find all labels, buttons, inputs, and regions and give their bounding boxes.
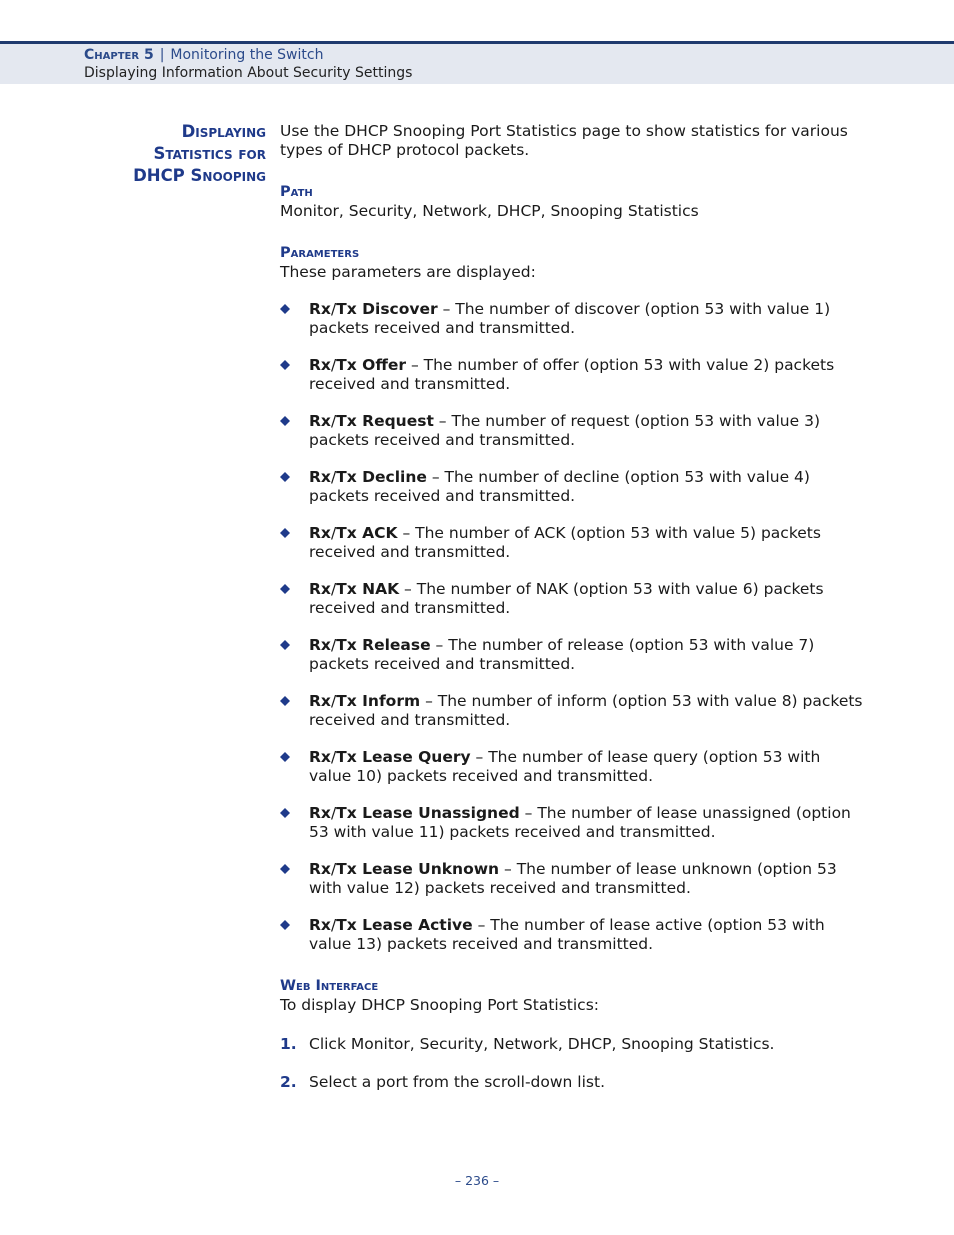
header-chapter-line: [84, 47, 323, 63]
section-heading-line-1: Displaying: [181, 122, 266, 141]
parameter-name: Tx Offer: [336, 356, 407, 374]
diamond-bullet-icon: [280, 696, 290, 706]
parameter-item: [280, 412, 865, 450]
parameter-rx: Rx: [309, 916, 331, 934]
parameter-description: – The number of NAK (option 53 with value 6) packets received and transmitted.: [309, 580, 824, 617]
section-heading-line-3: DHCP Snooping: [133, 166, 266, 185]
web-interface-heading: Web Interface: [280, 978, 379, 994]
diamond-bullet-icon: [280, 808, 290, 818]
parameter-slash: /: [330, 748, 337, 766]
parameter-rx: Rx: [309, 468, 331, 486]
parameter-rx: Rx: [309, 300, 331, 318]
parameter-rx: Rx: [309, 860, 331, 878]
parameter-slash: /: [330, 356, 337, 374]
parameter-slash: /: [330, 524, 337, 542]
parameter-name: Tx NAK: [336, 580, 400, 598]
parameter-item: [280, 692, 865, 730]
parameter-name: Tx Inform: [336, 692, 421, 710]
step-text: Click Monitor, Security, Network, DHCP, Snooping Statistics.: [309, 1035, 775, 1053]
step-number: 2.: [280, 1073, 297, 1091]
parameter-name: Tx Lease Active: [336, 916, 473, 934]
step-item: [280, 1073, 865, 1092]
path-heading: Path: [280, 184, 313, 200]
parameter-slash: /: [330, 412, 337, 430]
parameter-slash: /: [330, 916, 337, 934]
parameter-item: [280, 916, 865, 954]
diamond-bullet-icon: [280, 360, 290, 370]
parameter-rx: Rx: [309, 692, 331, 710]
web-interface-intro: To display DHCP Snooping Port Statistics:: [280, 996, 599, 1014]
path-text: Monitor, Security, Network, DHCP, Snooping Statistics: [280, 202, 699, 220]
parameter-rx: Rx: [309, 412, 331, 430]
main-content: [280, 122, 865, 1092]
parameter-list: [280, 300, 865, 954]
parameter-description: – The number of lease active (option 53 with value 13) packets received and transmitted.: [309, 916, 825, 953]
parameter-description: – The number of lease query (option 53 with value 10) packets received and transmitted.: [309, 748, 821, 785]
parameter-item: [280, 356, 865, 394]
intro-paragraph: Use the DHCP Snooping Port Statistics page to show statistics for various types of DHCP protocol packets.: [280, 122, 848, 159]
parameter-item: [280, 524, 865, 562]
parameter-item: [280, 748, 865, 786]
parameter-slash: /: [330, 580, 337, 598]
parameter-description: – The number of decline (option 53 with value 4) packets received and transmitted.: [309, 468, 810, 505]
parameter-slash: /: [330, 804, 337, 822]
parameter-item: [280, 580, 865, 618]
section-heading: [86, 121, 266, 187]
parameter-name: Tx Lease Unknown: [336, 860, 500, 878]
parameter-item: [280, 860, 865, 898]
diamond-bullet-icon: [280, 640, 290, 650]
diamond-bullet-icon: [280, 528, 290, 538]
parameter-name: Tx Lease Unassigned: [336, 804, 520, 822]
header-section: Displaying Information About Security Settings: [84, 65, 413, 81]
parameter-rx: Rx: [309, 356, 331, 374]
parameters-intro: These parameters are displayed:: [280, 263, 536, 281]
parameter-description: – The number of ACK (option 53 with value 5) packets received and transmitted.: [309, 524, 821, 561]
parameter-description: – The number of release (option 53 with value 7) packets received and transmitted.: [309, 636, 815, 673]
parameter-rx: Rx: [309, 524, 331, 542]
parameter-description: – The number of lease unassigned (option 53 with value 11) packets received and transmitted.: [309, 804, 851, 841]
parameter-name: Tx ACK: [336, 524, 398, 542]
parameter-description: – The number of request (option 53 with value 3) packets received and transmitted.: [309, 412, 820, 449]
step-item: [280, 1035, 865, 1054]
parameter-slash: /: [330, 860, 337, 878]
step-list: [280, 1035, 865, 1092]
diamond-bullet-icon: [280, 304, 290, 314]
parameter-description: – The number of offer (option 53 with value 2) packets received and transmitted.: [309, 356, 835, 393]
diamond-bullet-icon: [280, 416, 290, 426]
parameter-slash: /: [330, 692, 337, 710]
diamond-bullet-icon: [280, 920, 290, 930]
parameter-item: [280, 300, 865, 338]
parameter-rx: Rx: [309, 636, 331, 654]
diamond-bullet-icon: [280, 752, 290, 762]
parameter-name: Tx Discover: [336, 300, 438, 318]
parameter-name: Tx Decline: [336, 468, 427, 486]
parameter-item: [280, 636, 865, 674]
parameter-slash: /: [330, 300, 337, 318]
parameter-name: Tx Release: [336, 636, 431, 654]
chapter-label: Chapter 5: [84, 47, 154, 63]
parameter-slash: /: [330, 468, 337, 486]
parameter-item: [280, 468, 865, 506]
parameter-name: Tx Lease Query: [336, 748, 471, 766]
diamond-bullet-icon: [280, 584, 290, 594]
parameter-description: – The number of inform (option 53 with value 8) packets received and transmitted.: [309, 692, 863, 729]
page-number: – 236 –: [454, 1173, 500, 1188]
running-header: [0, 41, 954, 84]
chapter-title: Monitoring the Switch: [170, 47, 324, 63]
diamond-bullet-icon: [280, 864, 290, 874]
step-text: Select a port from the scroll-down list.: [309, 1073, 605, 1091]
parameter-description: – The number of discover (option 53 with value 1) packets received and transmitted.: [309, 300, 831, 337]
parameter-description: – The number of lease unknown (option 53 with value 12) packets received and transmitted.: [309, 860, 837, 897]
parameters-heading: Parameters: [280, 245, 360, 261]
step-number: 1.: [280, 1035, 297, 1053]
parameter-rx: Rx: [309, 580, 331, 598]
parameter-name: Tx Request: [336, 412, 434, 430]
parameter-rx: Rx: [309, 804, 331, 822]
parameter-item: [280, 804, 865, 842]
header-separator: |: [159, 47, 165, 63]
parameter-slash: /: [330, 636, 337, 654]
diamond-bullet-icon: [280, 472, 290, 482]
parameter-rx: Rx: [309, 748, 331, 766]
section-heading-line-2: Statistics for: [153, 144, 266, 163]
